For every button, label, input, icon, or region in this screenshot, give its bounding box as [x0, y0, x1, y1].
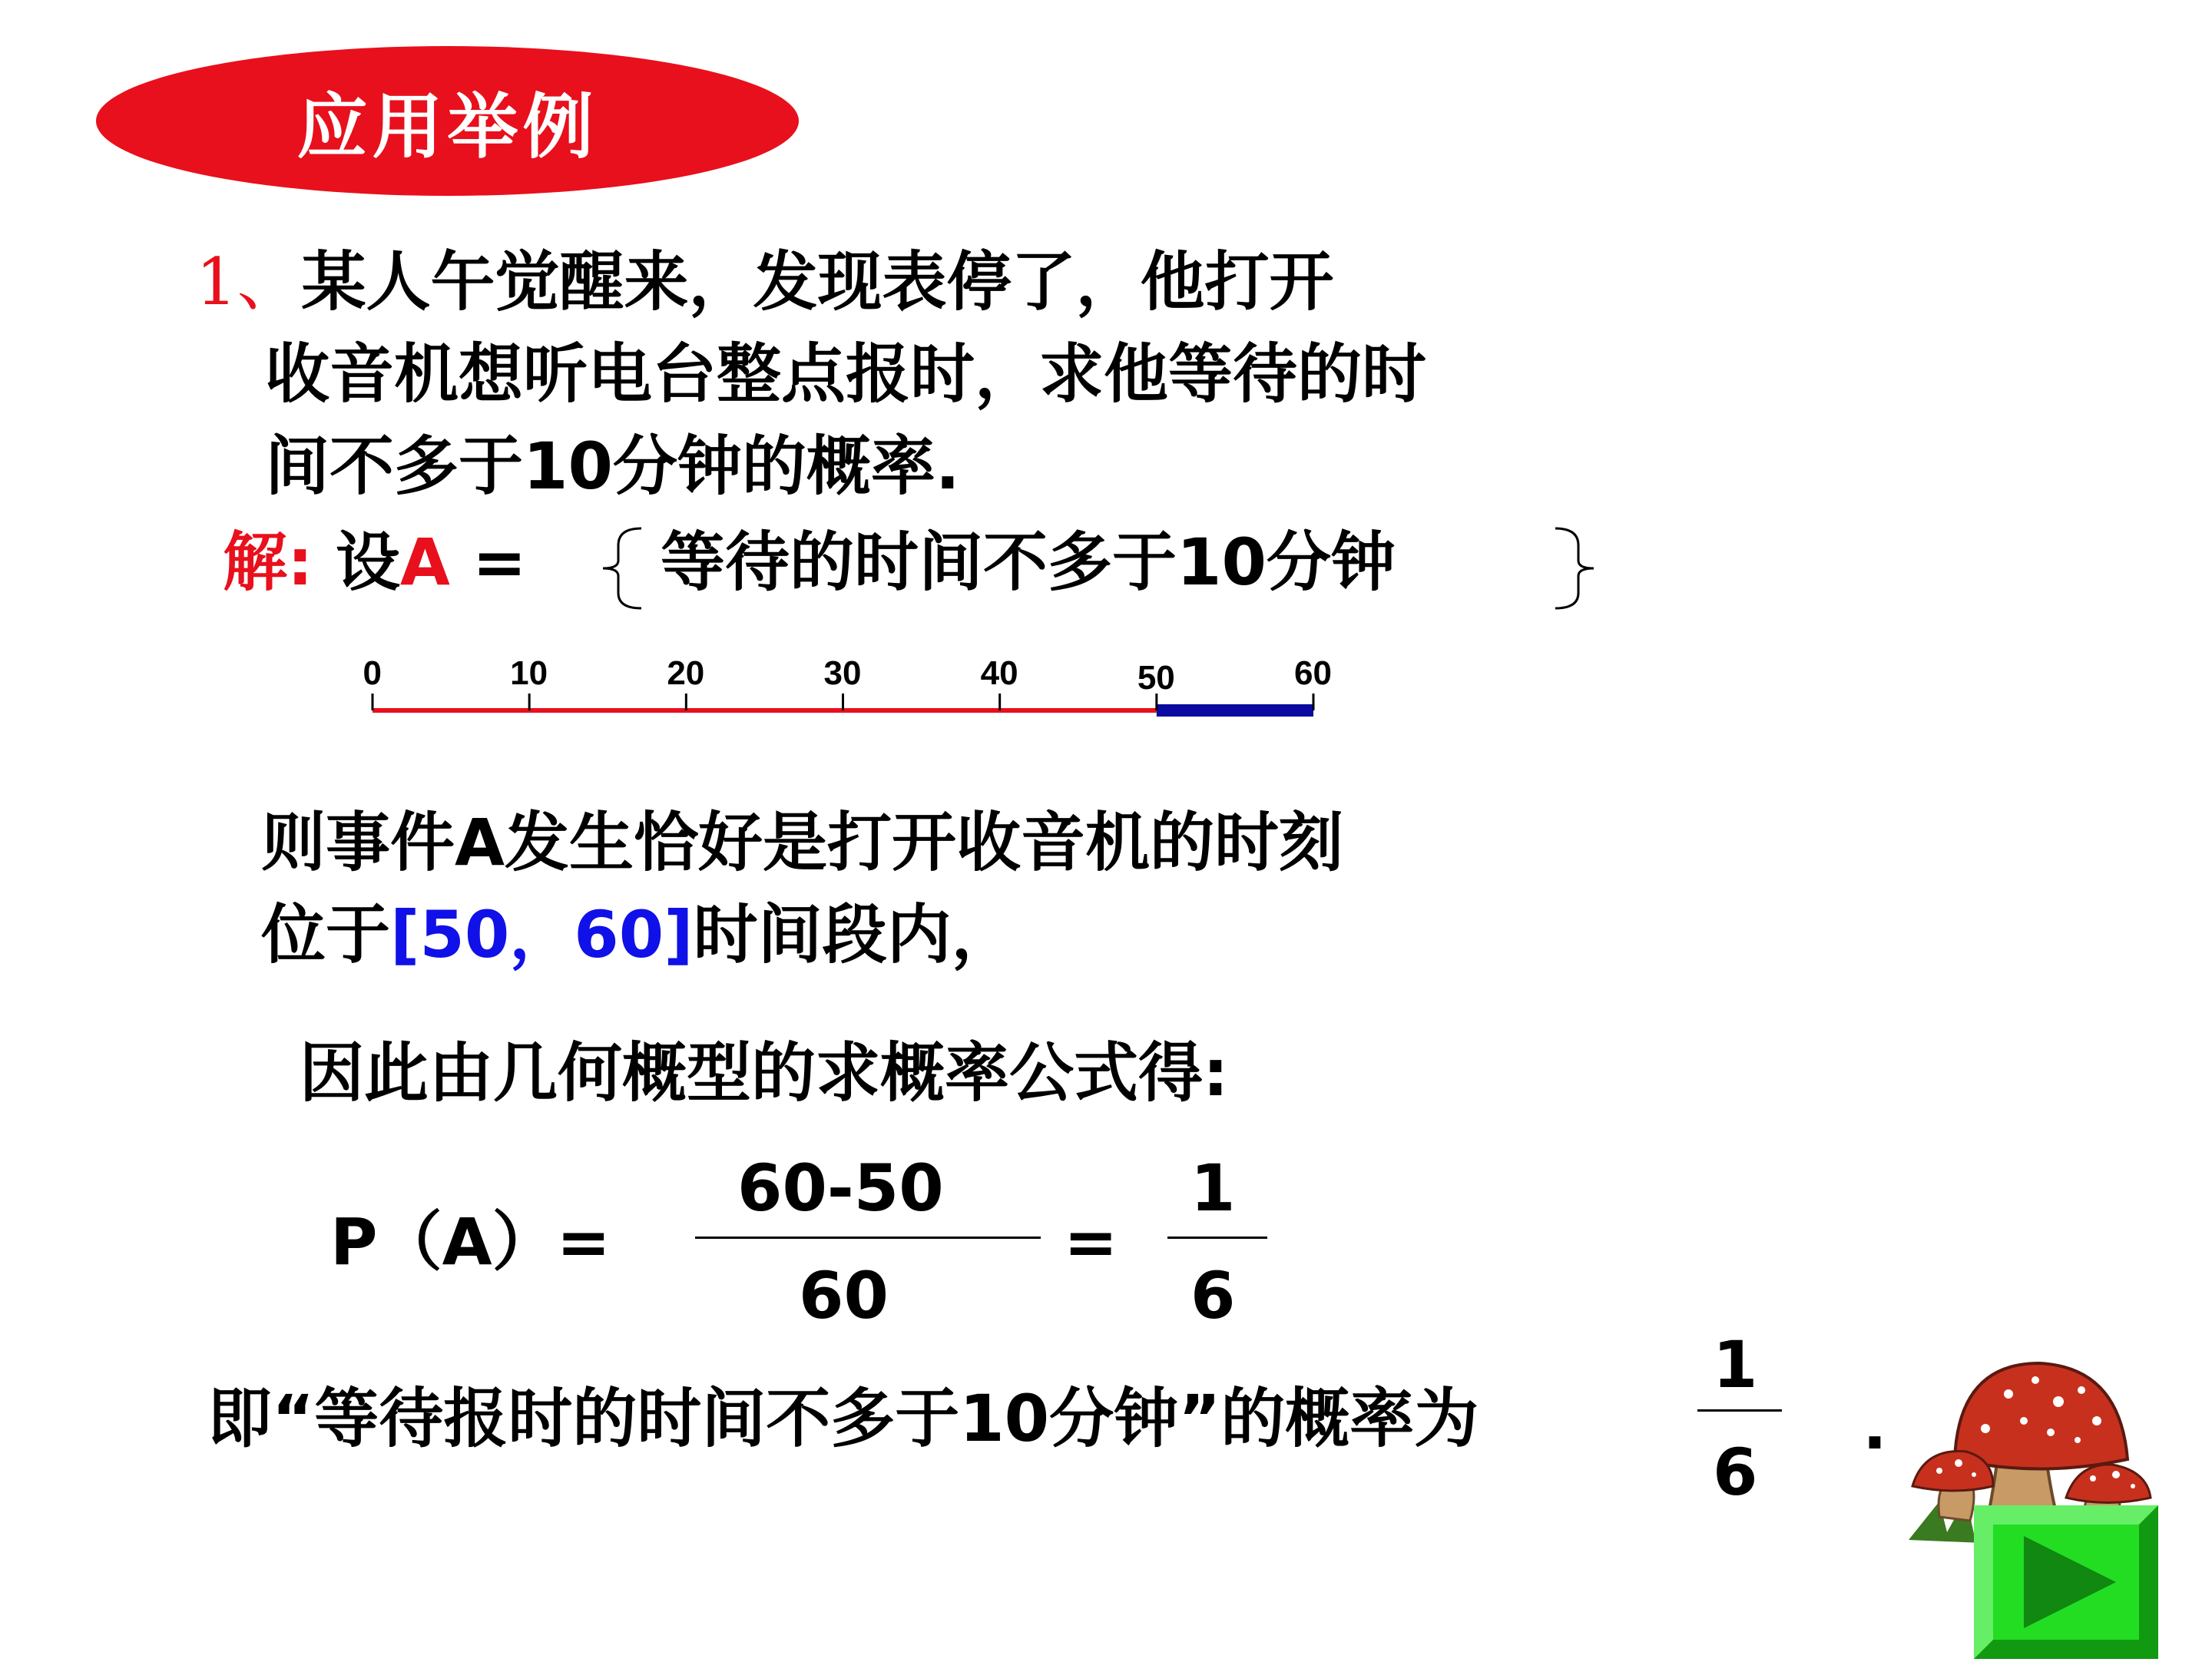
explanation-prefix: 位于 — [261, 897, 391, 972]
event-description: 等待的时间不多于10分钟 — [661, 525, 1396, 600]
formula-equals: = — [1064, 1204, 1118, 1280]
number-line-tick-label: 20 — [667, 654, 705, 692]
next-slide-button[interactable] — [1974, 1505, 2158, 1659]
title-banner — [96, 46, 799, 196]
fraction-bar — [695, 1237, 1041, 1239]
conclusion-period: . — [1863, 1389, 1887, 1464]
problem-text-1: 某人午觉醒来，发现表停了，他打开 — [301, 244, 1334, 319]
number-line-tick-label: 0 — [363, 654, 382, 692]
formula-lhs: P（A）= — [330, 1204, 611, 1280]
explanation-line-2 — [261, 897, 1016, 972]
right-brace-icon — [1540, 522, 1609, 614]
result-denominator: 6 — [1190, 1258, 1236, 1333]
problem-line-2: 收音机想听电台整点报时，求他等待的时 — [265, 336, 1427, 412]
result-fraction-bar — [1167, 1237, 1267, 1239]
left-brace-icon — [588, 522, 657, 614]
problem-line-1 — [196, 244, 1334, 319]
number-line-tick-label: 50 — [1137, 659, 1175, 697]
explanation-line-1: 则事件A发生恰好是打开收音机的时刻 — [261, 805, 1344, 880]
interval-value: [50，60] — [390, 897, 694, 972]
formula-denominator: 60 — [799, 1258, 889, 1333]
solution-line — [223, 525, 527, 600]
number-line-tick-label: 60 — [1294, 654, 1332, 692]
event-letter: A — [399, 525, 450, 600]
problem-number: 1、 — [196, 244, 302, 319]
explanation-line-3: 因此由几何概型的求概率公式得: — [300, 1035, 1229, 1111]
solution-let: 设 — [335, 525, 400, 600]
formula-numerator: 60-50 — [737, 1150, 944, 1226]
slide-title: 应用举例 — [296, 85, 598, 168]
conclusion-numerator: 1 — [1713, 1327, 1758, 1402]
problem-line-3: 间不多于10分钟的概率. — [265, 429, 960, 504]
conclusion-text: 即“等待报时的时间不多于10分钟”的概率为 — [207, 1381, 1479, 1456]
solution-label: 解: — [223, 525, 313, 600]
result-numerator: 1 — [1190, 1150, 1236, 1226]
explanation-suffix: 时间段内， — [693, 897, 1016, 972]
solution-equals: = — [472, 525, 527, 600]
conclusion-fraction-bar — [1697, 1409, 1782, 1412]
number-line-tick-label: 30 — [823, 654, 862, 692]
play-arrow-icon — [1974, 1505, 2158, 1659]
number-line-tick-label: 40 — [980, 654, 1018, 692]
conclusion-denominator: 6 — [1713, 1435, 1758, 1510]
number-line-tick-label: 10 — [510, 654, 548, 692]
